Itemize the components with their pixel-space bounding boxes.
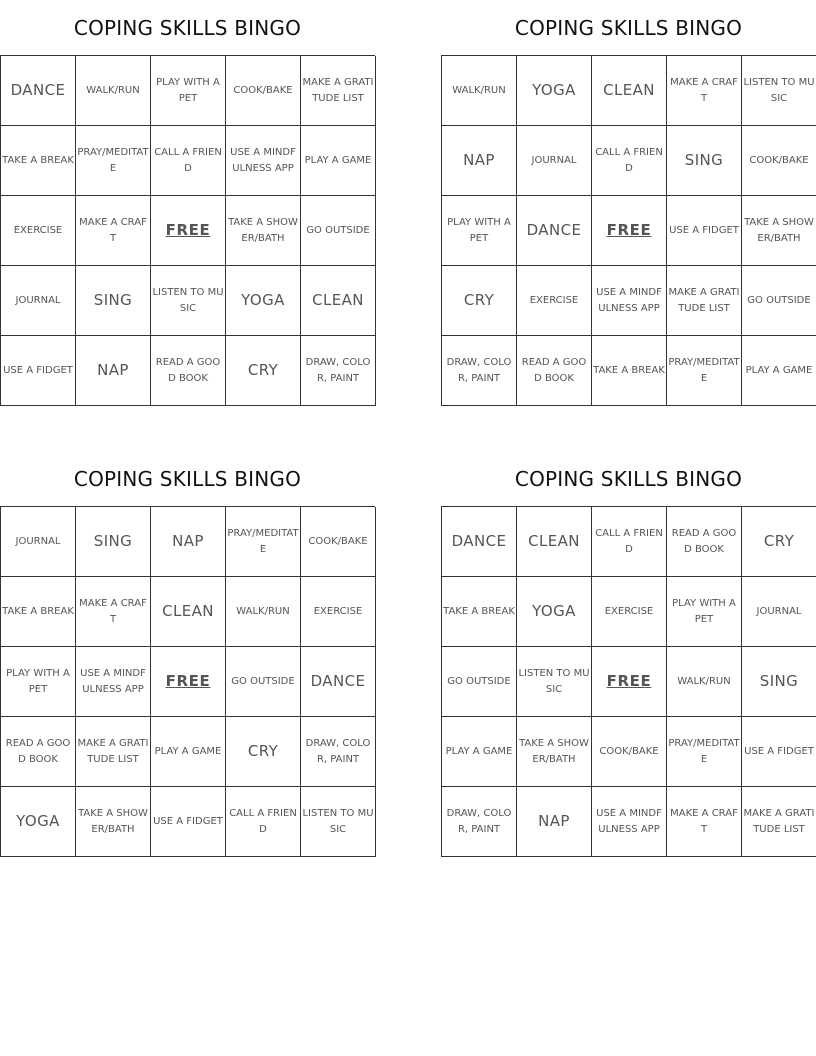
bingo-cell-label: READ A GOOD BOOK [155, 357, 221, 384]
bingo-cell [592, 717, 667, 787]
bingo-cell-label: NAP [463, 150, 495, 169]
bingo-cell [592, 577, 667, 647]
bingo-card-1 [0, 12, 375, 406]
bingo-cell-label: MAKE A CRAFT [79, 598, 147, 625]
free-space-cell [592, 647, 667, 717]
bingo-cell [667, 196, 742, 266]
bingo-cell-label: MAKE A GRATITUDE LIST [302, 77, 374, 104]
bingo-cell-label: DANCE [451, 531, 507, 550]
bingo-cell-label: TAKE A SHOWER/BATH [519, 738, 589, 765]
bingo-cell [442, 717, 517, 787]
bingo-cell [442, 56, 517, 126]
bingo-cell [226, 577, 301, 647]
bingo-cell-label: CLEAN [312, 290, 364, 309]
bingo-cell [667, 266, 742, 336]
bingo-cell [667, 336, 742, 406]
bingo-cell-label: DANCE [526, 220, 582, 239]
bingo-grid [0, 506, 375, 857]
bingo-cell [226, 647, 301, 717]
bingo-cell-label: EXERCISE [13, 224, 63, 236]
bingo-cell-label: TAKE A SHOWER/BATH [228, 217, 298, 244]
bingo-cell [1, 126, 76, 196]
bingo-cell-label: WALK/RUN [677, 675, 731, 687]
bingo-cell [442, 577, 517, 647]
bingo-cell-label: CLEAN [603, 80, 655, 99]
free-space-cell [151, 647, 226, 717]
bingo-cell [517, 507, 592, 577]
card-title: COPING SKILLS BINGO [73, 16, 302, 40]
bingo-cell [226, 507, 301, 577]
bingo-cell [76, 126, 151, 196]
bingo-cell-label: SING [93, 531, 133, 550]
bingo-cell [301, 717, 376, 787]
bingo-cell-label: YOGA [532, 601, 576, 620]
bingo-cell [1, 56, 76, 126]
bingo-cell-label: CRY [463, 290, 495, 309]
bingo-cell-label: USE A MINDFULNESS APP [80, 668, 146, 695]
bingo-cell-label: PLAY WITH A PET [672, 598, 736, 625]
bingo-cell-label: LISTEN TO MUSIC [152, 287, 224, 314]
bingo-cell [742, 56, 816, 126]
bingo-cell-label: MAKE A CRAFT [670, 77, 738, 104]
bingo-cell-label: GO OUTSIDE [306, 224, 370, 236]
bingo-cell [301, 266, 376, 336]
bingo-cell [667, 126, 742, 196]
bingo-cell [517, 717, 592, 787]
bingo-cell [1, 717, 76, 787]
bingo-card-2 [441, 12, 816, 406]
bingo-cell [517, 266, 592, 336]
bingo-cell [76, 336, 151, 406]
bingo-cell [667, 56, 742, 126]
bingo-cell-label: USE A MINDFULNESS APP [596, 287, 662, 314]
bingo-cell-label: PRAY/MEDITATE [668, 738, 740, 765]
bingo-cell [151, 56, 226, 126]
bingo-cell-label: TAKE A BREAK [443, 605, 515, 617]
bingo-cell-label: GO OUTSIDE [231, 675, 295, 687]
bingo-cell [76, 647, 151, 717]
bingo-cell [301, 647, 376, 717]
bingo-cell-label: TAKE A BREAK [593, 364, 665, 376]
bingo-cell-label: EXERCISE [313, 605, 363, 617]
bingo-cell [76, 507, 151, 577]
bingo-cell-label: USE A FIDGET [153, 815, 223, 827]
bingo-cell-label: COOK/BAKE [599, 745, 659, 757]
bingo-cell [667, 577, 742, 647]
bingo-cell [517, 647, 592, 717]
card-title: COPING SKILLS BINGO [73, 467, 302, 491]
bingo-cell [151, 336, 226, 406]
bingo-cell-label: NAP [97, 360, 129, 379]
bingo-cell [301, 56, 376, 126]
bingo-cell-label: JOURNAL [756, 605, 802, 617]
bingo-cell [226, 787, 301, 857]
bingo-cell [1, 336, 76, 406]
bingo-cell-label: DRAW, COLOR, PAINT [446, 357, 512, 384]
bingo-cell-label: USE A MINDFULNESS APP [230, 147, 296, 174]
bingo-cell [742, 336, 816, 406]
bingo-cell [592, 336, 667, 406]
bingo-cell [76, 717, 151, 787]
bingo-cell-label: EXERCISE [529, 294, 579, 306]
bingo-cell [742, 647, 816, 717]
bingo-cell-label: MAKE A GRATITUDE LIST [77, 738, 149, 765]
bingo-cell [592, 507, 667, 577]
bingo-cell [442, 507, 517, 577]
bingo-cell-label: CLEAN [528, 531, 580, 550]
bingo-cell-label: WALK/RUN [236, 605, 290, 617]
bingo-cell [76, 787, 151, 857]
bingo-cell [76, 266, 151, 336]
bingo-cell [301, 196, 376, 266]
bingo-cell [226, 196, 301, 266]
bingo-cell-label: READ A GOOD BOOK [521, 357, 587, 384]
bingo-cell [76, 577, 151, 647]
bingo-cell [1, 196, 76, 266]
bingo-cell [151, 126, 226, 196]
bingo-cell [76, 196, 151, 266]
bingo-cell-label: FREE [606, 671, 652, 690]
bingo-cell [517, 56, 592, 126]
card-title: COPING SKILLS BINGO [514, 16, 743, 40]
bingo-cell-label: DRAW, COLOR, PAINT [305, 357, 371, 384]
bingo-cell-label: JOURNAL [15, 535, 61, 547]
bingo-cell [226, 266, 301, 336]
bingo-cell-label: YOGA [16, 811, 60, 830]
bingo-cell-label: USE A FIDGET [3, 364, 73, 376]
bingo-cell-label: MAKE A CRAFT [79, 217, 147, 244]
bingo-cell [667, 647, 742, 717]
bingo-cell [226, 717, 301, 787]
bingo-cell-label: LISTEN TO MUSIC [518, 668, 590, 695]
bingo-cell [151, 577, 226, 647]
bingo-cell-label: CALL A FRIEND [229, 808, 297, 835]
bingo-cell [1, 507, 76, 577]
bingo-cell-label: LISTEN TO MUSIC [302, 808, 374, 835]
bingo-cell-label: YOGA [532, 80, 576, 99]
bingo-cell-label: TAKE A SHOWER/BATH [78, 808, 148, 835]
bingo-cell [442, 336, 517, 406]
bingo-cell-label: USE A FIDGET [744, 745, 814, 757]
bingo-card-3 [0, 463, 375, 857]
bingo-cell [301, 336, 376, 406]
bingo-cell-label: LISTEN TO MUSIC [743, 77, 815, 104]
bingo-cell [592, 266, 667, 336]
bingo-cell-label: PRAY/MEDITATE [227, 528, 299, 555]
bingo-cell-label: PLAY A GAME [304, 154, 372, 166]
bingo-cell-label: PRAY/MEDITATE [668, 357, 740, 384]
bingo-grid [441, 55, 816, 406]
bingo-cell [592, 126, 667, 196]
bingo-cell-label: SING [759, 671, 799, 690]
bingo-cell [151, 507, 226, 577]
bingo-cell-label: PLAY A GAME [745, 364, 813, 376]
bingo-cell [667, 717, 742, 787]
bingo-cell-label: USE A FIDGET [669, 224, 739, 236]
bingo-cell-label: DANCE [10, 80, 66, 99]
bingo-cell [592, 787, 667, 857]
bingo-cell-label: WALK/RUN [86, 84, 140, 96]
card-title: COPING SKILLS BINGO [514, 467, 743, 491]
bingo-grid [441, 506, 816, 857]
bingo-cell-label: JOURNAL [15, 294, 61, 306]
bingo-cell [517, 196, 592, 266]
bingo-cell [226, 126, 301, 196]
bingo-cell-label: CRY [247, 360, 279, 379]
bingo-cell-label: TAKE A SHOWER/BATH [744, 217, 814, 244]
bingo-cell [742, 126, 816, 196]
bingo-cell [1, 577, 76, 647]
bingo-cell-label: CALL A FRIEND [154, 147, 222, 174]
bingo-cell-label: PLAY WITH A PET [156, 77, 220, 104]
bingo-cell-label: CLEAN [162, 601, 214, 620]
bingo-cell-label: GO OUTSIDE [447, 675, 511, 687]
bingo-cell [742, 196, 816, 266]
bingo-cell-label: JOURNAL [531, 154, 577, 166]
bingo-cell [151, 787, 226, 857]
bingo-cell [151, 717, 226, 787]
bingo-cell [667, 507, 742, 577]
bingo-cell-label: NAP [172, 531, 204, 550]
bingo-cell-label: FREE [606, 220, 652, 239]
bingo-cell [592, 56, 667, 126]
bingo-cell-label: PLAY A GAME [154, 745, 222, 757]
bingo-cell [301, 507, 376, 577]
bingo-cell-label: PLAY A GAME [445, 745, 513, 757]
bingo-cell [517, 577, 592, 647]
bingo-cell-label: NAP [538, 811, 570, 830]
bingo-cell-label: COOK/BAKE [749, 154, 809, 166]
bingo-cell-label: DRAW, COLOR, PAINT [305, 738, 371, 765]
bingo-cell [742, 787, 816, 857]
bingo-cell-label: TAKE A BREAK [2, 154, 74, 166]
bingo-cell-label: SING [684, 150, 724, 169]
bingo-cell-label: TAKE A BREAK [2, 605, 74, 617]
bingo-cell-label: MAKE A GRATITUDE LIST [743, 808, 815, 835]
bingo-cell [226, 56, 301, 126]
bingo-cell [517, 787, 592, 857]
bingo-cell-label: READ A GOOD BOOK [671, 528, 737, 555]
bingo-cell [742, 717, 816, 787]
bingo-cell-label: COOK/BAKE [308, 535, 368, 547]
bingo-cell-label: CRY [763, 531, 795, 550]
free-space-cell [151, 196, 226, 266]
bingo-cell [151, 266, 226, 336]
bingo-cell-label: USE A MINDFULNESS APP [596, 808, 662, 835]
bingo-cell-label: COOK/BAKE [233, 84, 293, 96]
bingo-cell [442, 196, 517, 266]
bingo-cell [1, 266, 76, 336]
bingo-cell [76, 56, 151, 126]
bingo-cell [301, 577, 376, 647]
bingo-cell [1, 787, 76, 857]
bingo-cell-label: PLAY WITH A PET [447, 217, 511, 244]
bingo-card-4 [441, 463, 816, 857]
bingo-cell [517, 336, 592, 406]
bingo-cell [742, 266, 816, 336]
bingo-cell [442, 787, 517, 857]
bingo-cell-label: MAKE A GRATITUDE LIST [668, 287, 740, 314]
bingo-cell [442, 647, 517, 717]
bingo-cell-label: CRY [247, 741, 279, 760]
bingo-cell [442, 266, 517, 336]
bingo-cell-label: EXERCISE [604, 605, 654, 617]
bingo-cell-label: FREE [165, 220, 211, 239]
bingo-cell-label: SING [93, 290, 133, 309]
bingo-cell-label: FREE [165, 671, 211, 690]
bingo-cell-label: MAKE A CRAFT [670, 808, 738, 835]
bingo-cell-label: READ A GOOD BOOK [5, 738, 71, 765]
bingo-cell-label: WALK/RUN [452, 84, 506, 96]
bingo-cell [517, 126, 592, 196]
free-space-cell [592, 196, 667, 266]
bingo-cell-label: CALL A FRIEND [595, 147, 663, 174]
bingo-cell [742, 577, 816, 647]
bingo-cell-label: PRAY/MEDITATE [77, 147, 149, 174]
bingo-cell-label: YOGA [241, 290, 285, 309]
bingo-grid [0, 55, 375, 406]
bingo-cell [226, 336, 301, 406]
bingo-cell-label: DRAW, COLOR, PAINT [446, 808, 512, 835]
bingo-cell [742, 507, 816, 577]
bingo-cell [301, 126, 376, 196]
bingo-cell-label: DANCE [310, 671, 366, 690]
bingo-cell [301, 787, 376, 857]
bingo-cell [442, 126, 517, 196]
bingo-cell-label: CALL A FRIEND [595, 528, 663, 555]
bingo-cell-label: PLAY WITH A PET [6, 668, 70, 695]
bingo-cell-label: GO OUTSIDE [747, 294, 811, 306]
bingo-cell [1, 647, 76, 717]
bingo-cell [667, 787, 742, 857]
